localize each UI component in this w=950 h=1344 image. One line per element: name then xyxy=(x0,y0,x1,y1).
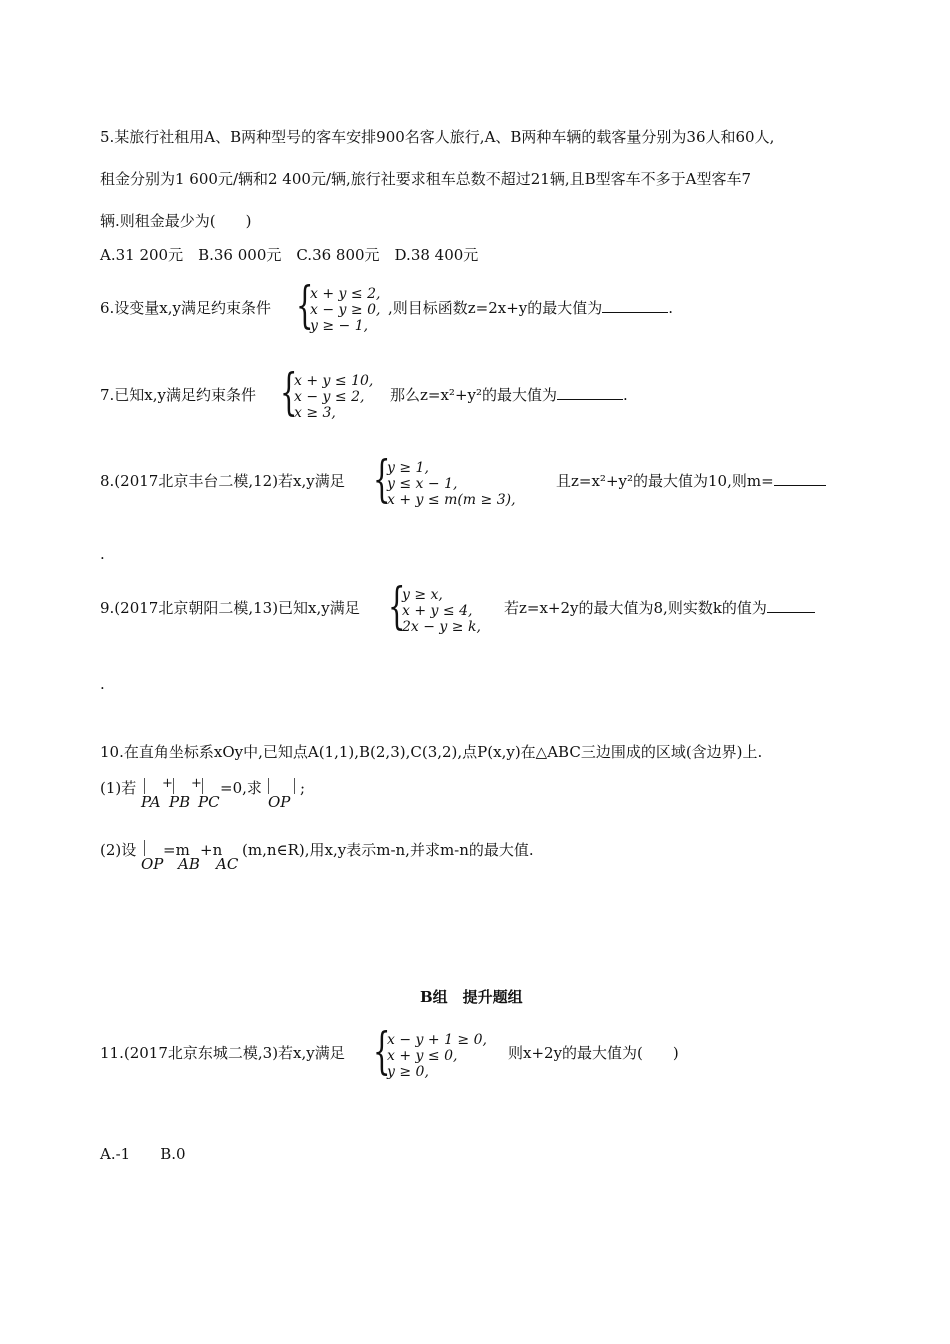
q8-brace: { xyxy=(373,450,391,508)
q7-answer-blank[interactable] xyxy=(557,385,623,400)
q6-brace: { xyxy=(296,276,314,334)
q7-suffix-text: 那么z=x²+y²的最大值为 xyxy=(390,386,558,404)
q11-prefix: 11.(2017北京东城二模,3)若x,y满足 xyxy=(100,1044,345,1062)
q8-row-2: y ≤ x − 1, xyxy=(387,476,458,492)
q5-options: A.31 200元 B.36 000元 C.36 800元 D.38 400元 xyxy=(100,246,479,264)
q8-prefix: 8.(2017北京丰台二模,12)若x,y满足 xyxy=(100,472,345,490)
q7-suffix xyxy=(390,385,628,405)
q11-row-1: x − y + 1 ≥ 0, xyxy=(387,1032,487,1048)
q10-line-1: 10.在直角坐标系xOy中,已知点A(1,1),B(2,3),C(3,2),点P(x,y)在△ABC三边围成的区域(含边界)上. xyxy=(100,743,763,761)
q9-brace: { xyxy=(388,577,406,635)
q11-row-3: y ≥ 0, xyxy=(387,1064,429,1080)
q8-answer-blank[interactable] xyxy=(774,471,826,486)
q9-row-2: x + y ≤ 4, xyxy=(402,603,473,619)
q8-suffix xyxy=(556,471,826,491)
q7-end: . xyxy=(623,386,628,404)
q10-vec-ac: AC xyxy=(216,855,239,873)
q10-part2-plus: +n xyxy=(200,841,223,859)
q9-row-1: y ≥ x, xyxy=(402,587,443,603)
q10-vec-ab: AB xyxy=(178,855,200,873)
q10-vec-pa: PA xyxy=(141,793,161,811)
q6-row-1: x + y ≤ 2, xyxy=(310,286,381,302)
q5-line-3: 辆.则租金最少为( ) xyxy=(100,212,252,230)
q8-row-3: x + y ≤ m(m ≥ 3), xyxy=(387,492,516,508)
q10-p2-bar-1 xyxy=(144,840,145,856)
q10-p1-plus-2: + xyxy=(191,776,202,791)
q10-vec-pc: PC xyxy=(198,793,220,811)
q6-answer-blank[interactable] xyxy=(602,298,668,313)
q6-row-3: y ≥ − 1, xyxy=(310,318,369,334)
q9-answer-blank[interactable] xyxy=(767,598,815,613)
q9-suffix-text: 若z=x+2y的最大值为8,则实数k的值为 xyxy=(504,599,767,617)
q6-suffix xyxy=(388,298,673,318)
q10-part1-end: ; xyxy=(300,779,306,797)
q10-part2-rest: (m,n∈R),用x,y表示m-n,并求m-n的最大值. xyxy=(242,841,534,859)
q10-part1-mid: =0,求 xyxy=(220,779,262,797)
q10-p1-bar-1 xyxy=(144,778,145,794)
q9-prefix: 9.(2017北京朝阳二模,13)已知x,y满足 xyxy=(100,599,360,617)
q7-brace: { xyxy=(280,363,298,421)
q10-vec-op: OP xyxy=(268,793,291,811)
q5-line-1: 5.某旅行社租用A、B两种型号的客车安排900名客人旅行,A、B两种车辆的载客量分别为36人和60人, xyxy=(100,128,775,146)
q10-part2-eq: =m xyxy=(163,841,190,859)
q7-prefix: 7.已知x,y满足约束条件 xyxy=(100,386,257,404)
q9-end: . xyxy=(100,675,105,693)
q7-row-3: x ≥ 3, xyxy=(294,405,336,421)
q10-p1-bar-4 xyxy=(268,778,269,794)
q9-suffix xyxy=(504,598,815,618)
q10-p1-bar-3 xyxy=(202,778,203,794)
q6-suffix-text: ,则目标函数z=2x+y的最大值为 xyxy=(388,299,603,317)
q8-row-1: y ≥ 1, xyxy=(387,460,429,476)
q11-suffix: 则x+2y的最大值为( ) xyxy=(508,1044,679,1062)
q8-suffix-text: 且z=x²+y²的最大值为10,则m= xyxy=(556,472,774,490)
section-b-heading: B组 提升题组 xyxy=(420,988,523,1006)
q5-line-2: 租金分别为1 600元/辆和2 400元/辆,旅行社要求租车总数不超过21辆,且B型客车不多于A型客车7 xyxy=(100,170,752,188)
q11-options: A.-1 B.0 xyxy=(100,1145,186,1163)
q10-part2-prefix: (2)设 xyxy=(100,841,137,859)
q10-vec-pb: PB xyxy=(169,793,191,811)
q10-p1-plus-1: + xyxy=(162,776,173,791)
q7-row-2: x − y ≤ 2, xyxy=(294,389,365,405)
q7-row-1: x + y ≤ 10, xyxy=(294,373,374,389)
q11-brace: { xyxy=(373,1022,391,1080)
q10-part1-prefix: (1)若 xyxy=(100,779,137,797)
q9-row-3: 2x − y ≥ k, xyxy=(402,619,481,635)
q6-row-2: x − y ≥ 0, xyxy=(310,302,381,318)
q10-p1-bar-2 xyxy=(173,778,174,794)
q10-vec-op-2: OP xyxy=(141,855,164,873)
q11-row-2: x + y ≤ 0, xyxy=(387,1048,458,1064)
q10-p1-bar-5 xyxy=(294,778,295,794)
q6-prefix: 6.设变量x,y满足约束条件 xyxy=(100,299,272,317)
q6-end: . xyxy=(668,299,674,317)
q8-end: . xyxy=(100,545,105,563)
